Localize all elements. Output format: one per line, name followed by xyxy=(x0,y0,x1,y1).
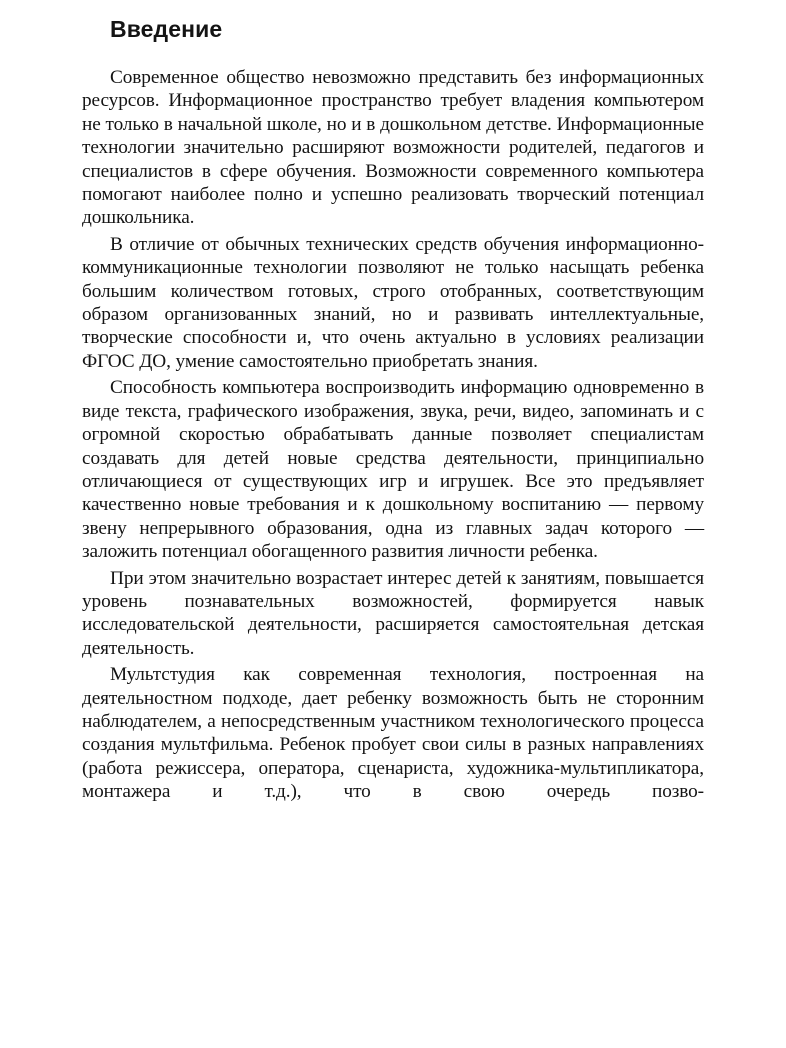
paragraph-5: Мультстудия как современная технология, построенная на деятельностном подходе, дает ребенку возможность быть не сторонним наблюдателем, а непосредственным участником технологического процесса создания мультфильма. Ребенок пробует свои силы в разных направлениях (работа режиссера, оператора, сценариста, художника-мультипликатора, монтажера и т.д.), что в свою очередь позво- xyxy=(82,664,704,803)
book-page xyxy=(82,14,704,807)
paragraph-3: Способность компьютера воспроизводить информацию одновременно в виде текста, графического изображения, звука, речи, видео, запоминать и с огромной скоростью обрабатывать данные позволяет специалистам создавать для детей новые средства деятельности, принципиально отличающиеся от существующих игр и игрушек. Все это предъявляет качественно новые требования и к дошкольному воспитанию — первому звену непрерывного образования, одна из главных задач которого — заложить потенциал обогащенного развития личности ребенка. xyxy=(82,377,704,563)
section-heading: Введение xyxy=(110,16,223,42)
paragraph-1: Современное общество невозможно представить без информационных ресурсов. Информационное пространство требует владения компьютером не только в начальной школе, но и в дошкольном детстве. Информационные технологии значительно расширяют возможности родителей, педагогов и специалистов в сфере обучения. Возможности современного компьютера помогают наиболее полно и успешно реализовать творческий потенциал дошкольника. xyxy=(82,67,704,229)
paragraph-4: При этом значительно возрастает интерес детей к занятиям, повышается уровень познавательных возможностей, формируется навык исследовательской деятельности, расширяется самостоятельная детская деятельность. xyxy=(82,567,704,659)
body-text xyxy=(82,66,704,804)
paragraph-2: В отличие от обычных технических средств обучения информационно-коммуникационные технологии позволяют не только насыщать ребенка большим количеством готовых, строго отобранных, соответствующим образом организованных знаний, но и развивать интеллектуальные, творческие способности и, что очень актуально в условиях реализации ФГОС ДО, умение самостоятельно приобретать знания. xyxy=(82,233,704,372)
